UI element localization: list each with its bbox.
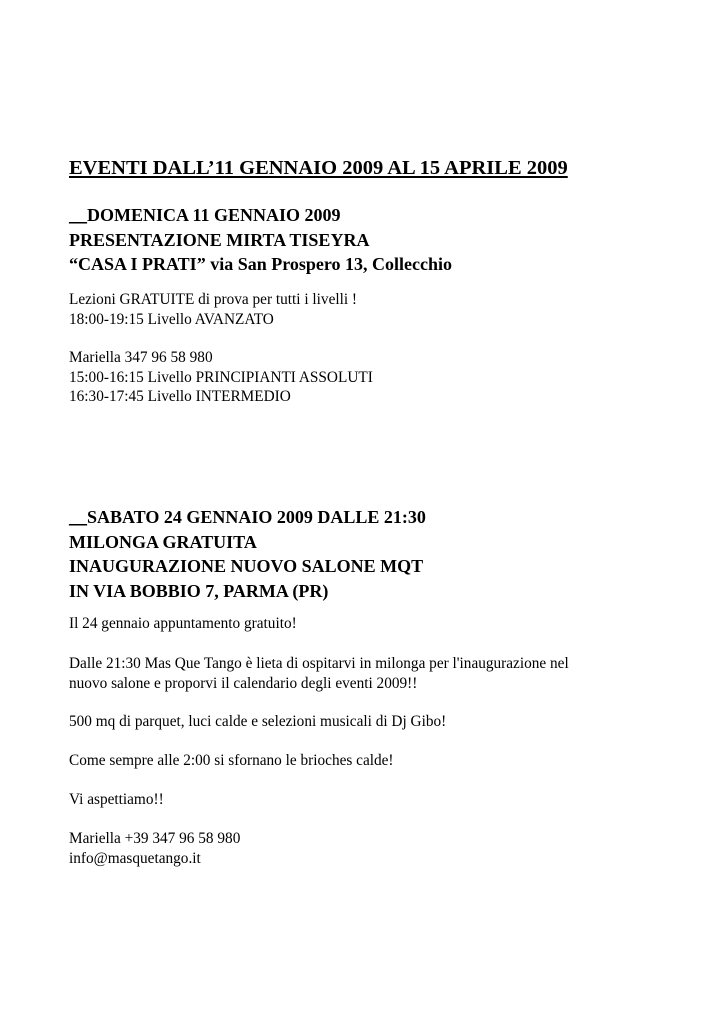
event2-address: IN VIA BOBBIO 7, PARMA (PR) [69, 580, 329, 601]
event1-presenter: PRESENTAZIONE MIRTA TISEYRA [69, 229, 370, 250]
event2-paragraph-5: Vi aspettiamo!! [69, 791, 164, 808]
event1-schedule-line-3: 16:30-17:45 Livello INTERMEDIO [69, 388, 291, 405]
event1-heading [69, 203, 452, 277]
event1-schedule-line-2: 15:00-16:15 Livello PRINCIPIANTI ASSOLUTI [69, 368, 373, 386]
contact-phone: Mariella +39 347 96 58 980 [69, 830, 241, 847]
event2-paragraph-2-line-1: Dalle 21:30 Mas Que Tango è lieta di ospitarvi in milonga per l'inaugurazione nel [69, 655, 569, 672]
event2-paragraph-2-line-2: nuovo salone e proporvi il calendario degli eventi 2009!! [69, 674, 418, 692]
event2-paragraph-1: Il 24 gennaio appuntamento gratuito! [69, 615, 297, 632]
event1-venue: “CASA I PRATI” via San Prospero 13, Collecchio [69, 254, 453, 274]
page-title: EVENTI DALL’11 GENNAIO 2009 AL 15 APRILE 2009 [69, 157, 568, 179]
event2-paragraph-3: 500 mq di parquet, luci calde e selezioni musicali di Dj Gibo! [69, 713, 447, 730]
event2-date-line [69, 505, 426, 530]
event2-paragraph-4: Come sempre alle 2:00 si sfornano le brioches calde! [69, 752, 394, 769]
event1-date-line [69, 203, 452, 228]
event2-contact-block [69, 829, 240, 868]
contact-email: info@masquetango.it [69, 849, 201, 867]
event2-subtitle: MILONGA GRATUITA [69, 531, 257, 552]
event2-dash: __ [69, 507, 87, 527]
event2-date: SABATO 24 GENNAIO 2009 DALLE 21:30 [87, 507, 426, 527]
event2-paragraph-2 [69, 654, 569, 693]
event1-schedule-block [69, 348, 373, 407]
event1-lessons-block [69, 290, 357, 329]
event1-schedule-line-1: Mariella 347 96 58 980 [69, 349, 213, 366]
event1-lessons-line-2: 18:00-19:15 Livello AVANZATO [69, 310, 274, 328]
event2-heading [69, 505, 426, 603]
event1-date: DOMENICA 11 GENNAIO 2009 [87, 205, 341, 225]
event2-inauguration: INAUGURAZIONE NUOVO SALONE MQT [69, 556, 424, 576]
event1-lessons-line-1: Lezioni GRATUITE di prova per tutti i livelli ! [69, 291, 358, 308]
event1-dash: __ [69, 205, 87, 225]
